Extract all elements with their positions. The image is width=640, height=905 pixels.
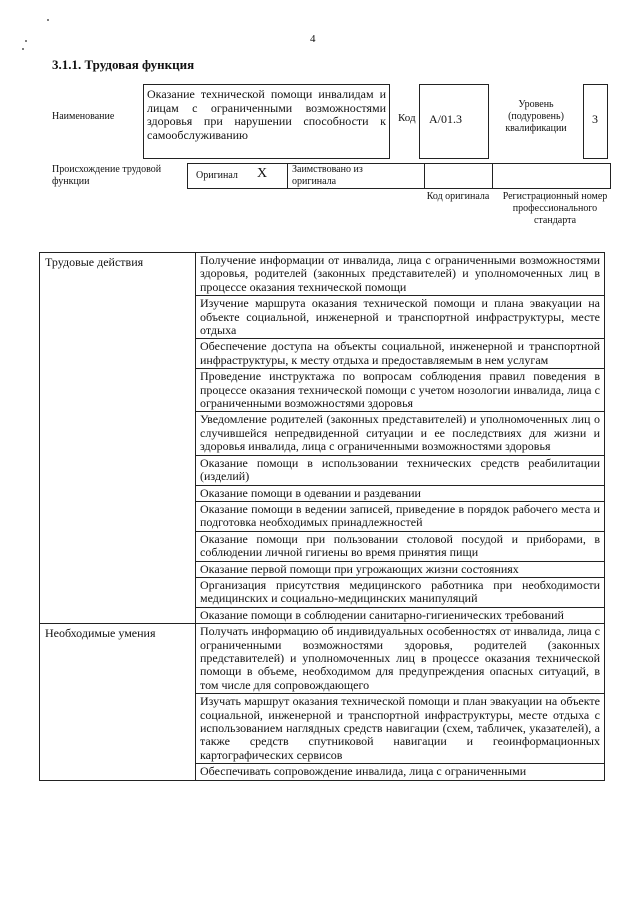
- table-cell: Оказание помощи в использовании технических средств реабилитации (изделий): [196, 455, 605, 485]
- level-label: Уровень (подуровень) квалификации: [505, 99, 567, 134]
- code-value-box: [419, 84, 489, 159]
- name-value-box: [143, 84, 390, 159]
- table-cell: Обеспечение доступа на объекты социальной, инженерной и транспортной инфраструктуры, к месту отдыха и предоставляемым в нем услугам: [196, 339, 605, 369]
- scan-speck: [47, 19, 49, 21]
- table-cell: Оказание помощи в соблюдении санитарно-гигиенических требований: [196, 607, 605, 623]
- table-cell: Организация присутствия медицинского работника при необходимости медицинских и социально-медицинских манипуляций: [196, 577, 605, 607]
- divider: [424, 163, 425, 189]
- labor-functions-table: [39, 252, 605, 781]
- level-value-box: [583, 84, 608, 159]
- category-cell: Трудовые действия: [40, 253, 196, 624]
- table-cell: Оказание помощи в одевании и раздевании: [196, 485, 605, 501]
- reg-number-label: Регистрационный номер профессионального стандарта: [502, 191, 608, 226]
- table-cell: Уведомление родителей (законных представителей) и уполномоченных лиц о случившейся непредвиденной ситуации и ее последствиях для жизни и здоровья инвалида, лица с ограниченными возможностями здоровья: [196, 412, 605, 455]
- name-value: Оказание технической помощи инвалидам и лицам с ограниченными возможностями здоровья при нарушении способности к самообслуживанию: [147, 87, 386, 142]
- borrowed-label: Заимствовано из оригинала: [292, 164, 363, 187]
- code-value: А/01.3: [429, 112, 462, 126]
- table-cell: Изучать маршрут оказания технической помощи и план эвакуации на объекте социальной, инженерной и транспортной инфраструктуры, месте отдыха с использованием наглядных средств навигации (схем, табличек, указателей), а также средств спутниковой навигации и геоинформационных картографических сервисов: [196, 694, 605, 764]
- table-cell: Оказание первой помощи при угрожающих жизни состояниях: [196, 561, 605, 577]
- code-label: Код: [398, 112, 416, 124]
- table-cell: Получать информацию об индивидуальных особенностях от инвалида, лица с ограниченными возможностями здоровья, родителей (законных представителей) и уполномоченных лиц в процессе оказания технической помощи в объеме, необходимом для предупреждения опасных ситуаций, в том числе для сопровождающего: [196, 624, 605, 694]
- page-number: 4: [310, 33, 316, 45]
- original-mark: X: [257, 166, 268, 181]
- category-cell: Необходимые умения: [40, 624, 196, 780]
- table-cell: Проведение инструктажа по вопросам соблюдения правил поведения в процессе оказания технической помощи с учетом нозологии инвалида, лица с ограниченными возможностями здоровья: [196, 369, 605, 412]
- code-original-label: Код оригинала: [426, 191, 490, 202]
- table-cell: Обеспечивать сопровождение инвалида, лица с ограниченными: [196, 764, 605, 780]
- table-cell: Получение информации от инвалида, лица с ограниченными возможностями здоровья, родителей (законных представителей) и уполномоченных лиц в процессе оказания технической помощи: [196, 253, 605, 296]
- scan-speck: [22, 48, 24, 50]
- original-label: Оригинал: [196, 170, 238, 181]
- level-value: 3: [592, 112, 598, 126]
- scan-speck: [25, 40, 27, 42]
- section-title: 3.1.1. Трудовая функция: [52, 57, 195, 72]
- table-row: [40, 253, 605, 296]
- table-cell: Изучение маршрута оказания технической помощи и плана эвакуации на объекте социальной, инженерной и транспортной инфраструктуры, месте отдыха: [196, 296, 605, 339]
- table-row: [40, 624, 605, 694]
- divider: [492, 163, 493, 189]
- table-cell: Оказание помощи при пользовании столовой посудой и приборами, в соблюдении личной гигиены во время принятия пищи: [196, 531, 605, 561]
- table-cell: Оказание помощи в ведении записей, приведение в порядок рабочего места и подготовка необходимых принадлежностей: [196, 501, 605, 531]
- origin-label: Происхождение трудовой функции: [52, 164, 162, 187]
- name-label: Наименование: [52, 111, 115, 122]
